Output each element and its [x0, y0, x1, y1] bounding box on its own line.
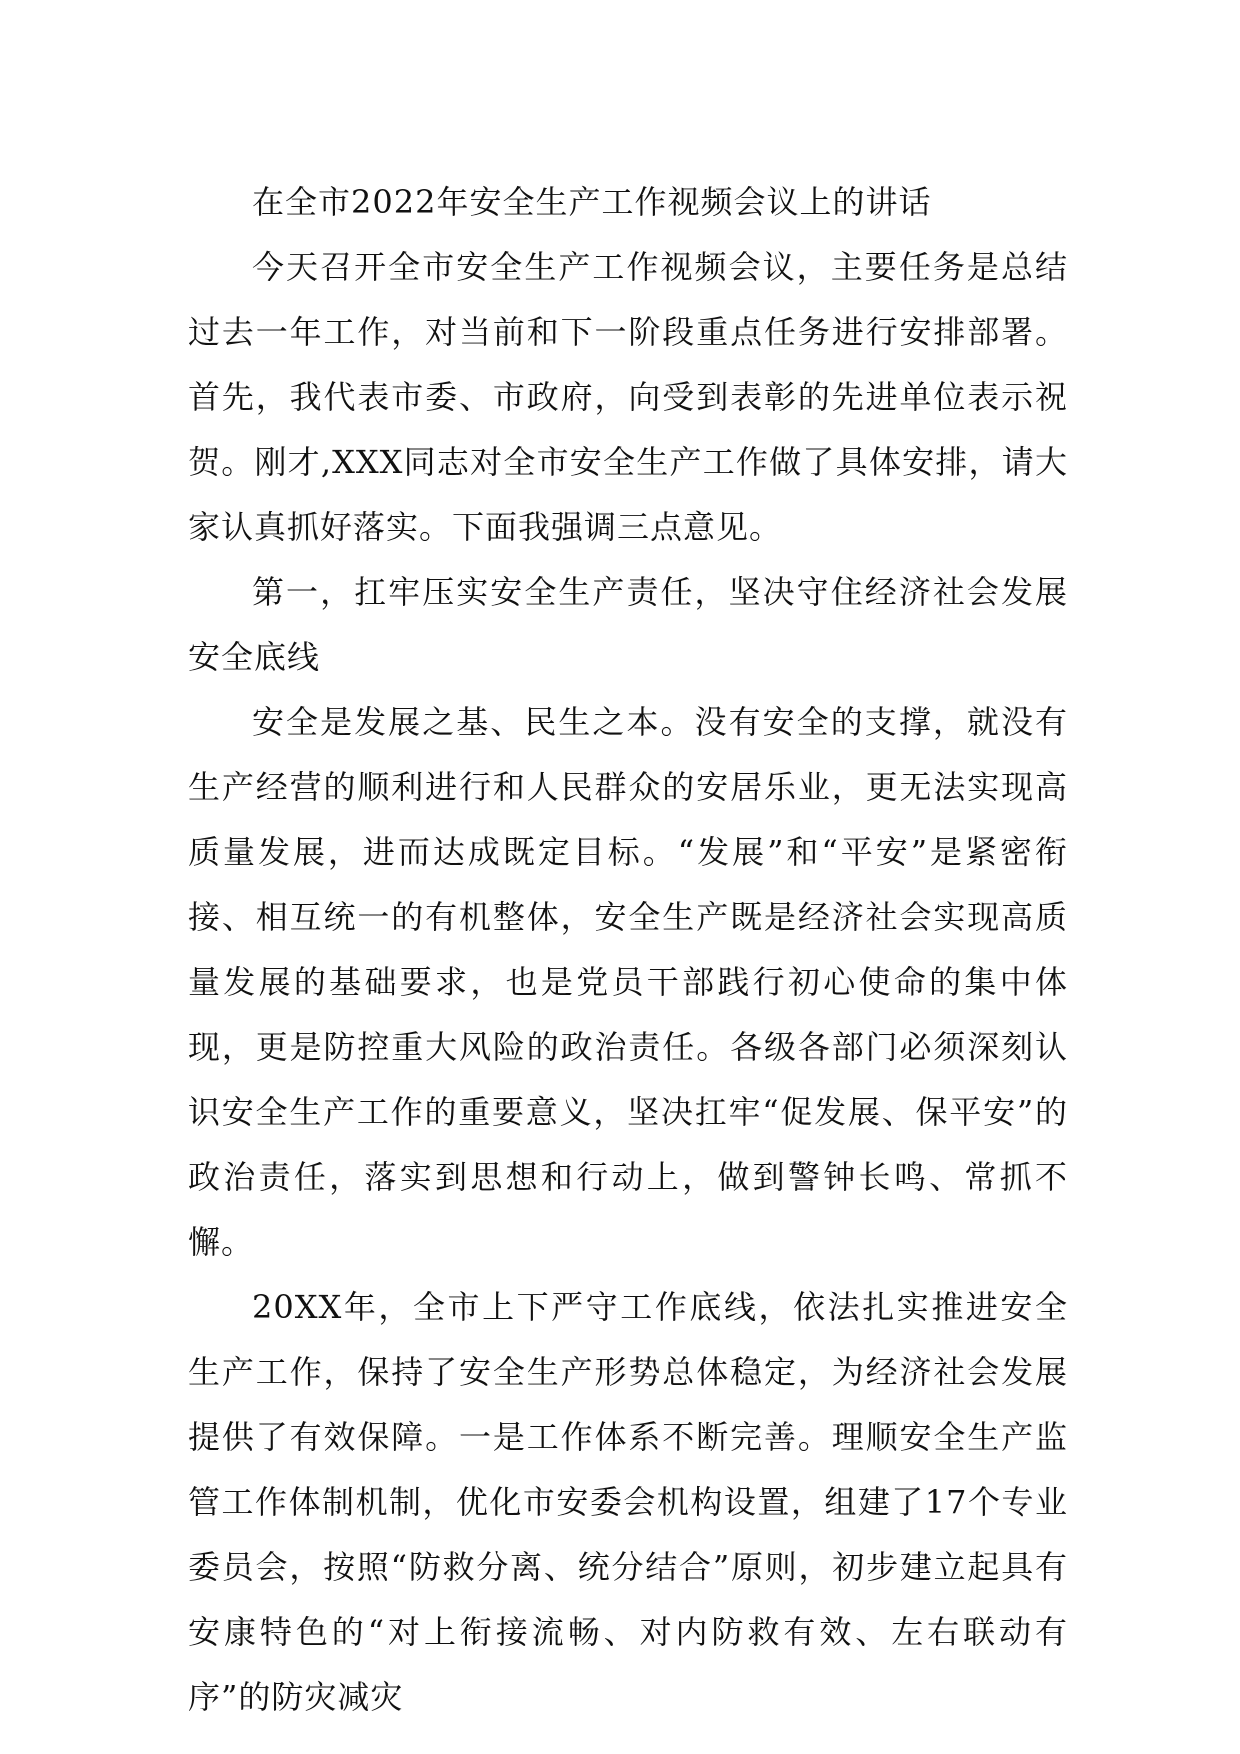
paragraph-safety-foundation: 安全是发展之基、民生之本。没有安全的支撑，就没有生产经营的顺利进行和人民群众的安居乐业，更无法实现高质量发展，进而达成既定目标。“发展”和“平安”是紧密衔接、相互统一的有机整体，安全生产既是经济社会实现高质量发展的基础要求，也是党员干部践行初心使命的集中体现，更是防控重大风险的政治责任。各级各部门必须深刻认识安全生产工作的重要意义，坚决扛牢“促发展、保平安”的政治责任，落实到思想和行动上，做到警钟长鸣、常抓不懈。 — [188, 703, 1068, 1261]
document-body — [188, 170, 1068, 1730]
section-heading-first: 第一，扛牢压实安全生产责任，坚决守住经济社会发展安全底线 — [188, 573, 1068, 676]
document-title: 在全市2022年安全生产工作视频会议上的讲话 — [252, 183, 932, 221]
paragraph-intro: 今天召开全市安全生产工作视频会议，主要任务是总结过去一年工作，对当前和下一阶段重点任务进行安排部署。首先，我代表市委、市政府，向受到表彰的先进单位表示祝贺。刚才,XXX同志对全市安全生产工作做了具体安排，请大家认真抓好落实。下面我强调三点意见。 — [188, 248, 1068, 546]
paragraph-annual-review: 20XX年，全市上下严守工作底线，依法扎实推进安全生产工作，保持了安全生产形势总体稳定，为经济社会发展提供了有效保障。一是工作体系不断完善。理顺安全生产监管工作体制机制，优化市安委会机构设置，组建了17个专业委员会，按照“防救分离、统分结合”原则，初步建立起具有安康特色的“对上衔接流畅、对内防救有效、左右联动有序”的防灾减灾 — [188, 1288, 1068, 1716]
